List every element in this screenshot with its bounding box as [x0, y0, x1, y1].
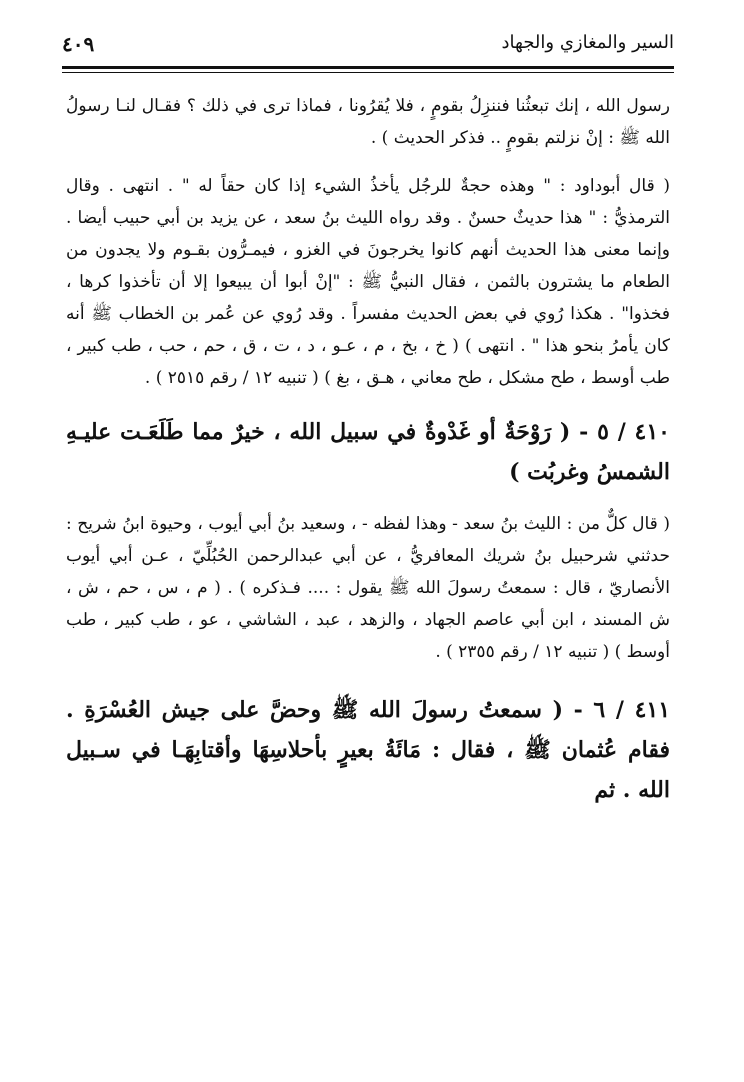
page-body [66, 90, 670, 810]
paragraph-commentary: ( قال أبوداود : " وهذه حجةٌ للرجُل يأخذُ الشيء إذا كان حقاً له " . انتهى . وقال الترمذيُّ : " هذا حديثٌ حسنٌ . وقد رواه الليث بنُ سعد ، عن يزيد بن أبي حبيب أيضا . وإنما معنى هذا الحديث أنهم كانوا يخرجونَ في الغزو ، فيمـرُّون بقـوم ولا يجدون من الطعام ما يشترون بالثمن ، فقال النبيُّ ﷺ : "إنْ أبوا أن يبيعوا إلا أن تأخذوا كرها ، فخذوا" . هكذا رُوي في بعض الحديث مفسراً . وقد رُوي عن عُمر بن الخطاب ﷺ أنه كان يأمرُ بنحو هذا " . انتهى ) ( خ ، بخ ، م ، عـو ، د ، ت ، ق ، حم ، حب ، طب كبير ، طب أوسط ، طح مشكل ، طح معاني ، هـق ، بغ ) ( تنبيه ١٢ / رقم ٢٥١٥ ) . [66, 176, 670, 388]
paragraph-isnad-410: ( قال كلٌّ من : الليث بنُ سعد - وهذا لفظه - ، وسعيد بنُ أبي أيوب ، وحيوة ابنُ شريح : حدثني شرحبيل بنُ شريك المعافريُّ ، عن أبي عبدالرحمن الحُبُلِّيّ ، عـن أبي أيوب الأنصاريّ ، قال : سمعتُ رسولَ الله ﷺ يقول : .... فـذكره ) . ( م ، س ، حم ، ش ، ش المسند ، ابن أبي عاصم الجهاد ، والزهد ، عبد ، الشاشي ، عو ، طب كبير ، طب أوسط ) ( تنبيه ١٢ / رقم ٢٣٥٥ ) . [66, 514, 670, 662]
header-rule-thin [62, 72, 674, 73]
page-header [62, 30, 674, 64]
hadith-heading-410: ٤١٠ / ٥ - ( رَوْحَةٌ أو غَدْوةٌ في سبيل الله ، خيرٌ مما طَلَعَـت عليـهِ الشمسُ وغربُت ) [66, 419, 670, 485]
paragraph-intro: رسول الله ، إنك تبعثُنا فننزِلُ بقومٍ ، فلا يُقرُونا ، فماذا ترى في ذلك ؟ فقـال لنـا رسولُ الله ﷺ : إنْ نزلتم بقومٍ .. فذكر الحديث ) . [66, 96, 670, 148]
page-number: ٤٠٩ [62, 32, 95, 56]
running-title: السير والمغازي والجهاد [501, 32, 674, 53]
header-rule-thick [62, 66, 674, 69]
hadith-heading-411: ٤١١ / ٦ - ( سمعتُ رسولَ الله ﷺ وحضَّ على جيش العُسْرَةِ . فقام عُثمان ﷺ ، فقال : مَائَةُ بعيرٍ بأحلاسِهَا وأقتابِهَـا في سـبيل الله . ثم [66, 697, 671, 803]
